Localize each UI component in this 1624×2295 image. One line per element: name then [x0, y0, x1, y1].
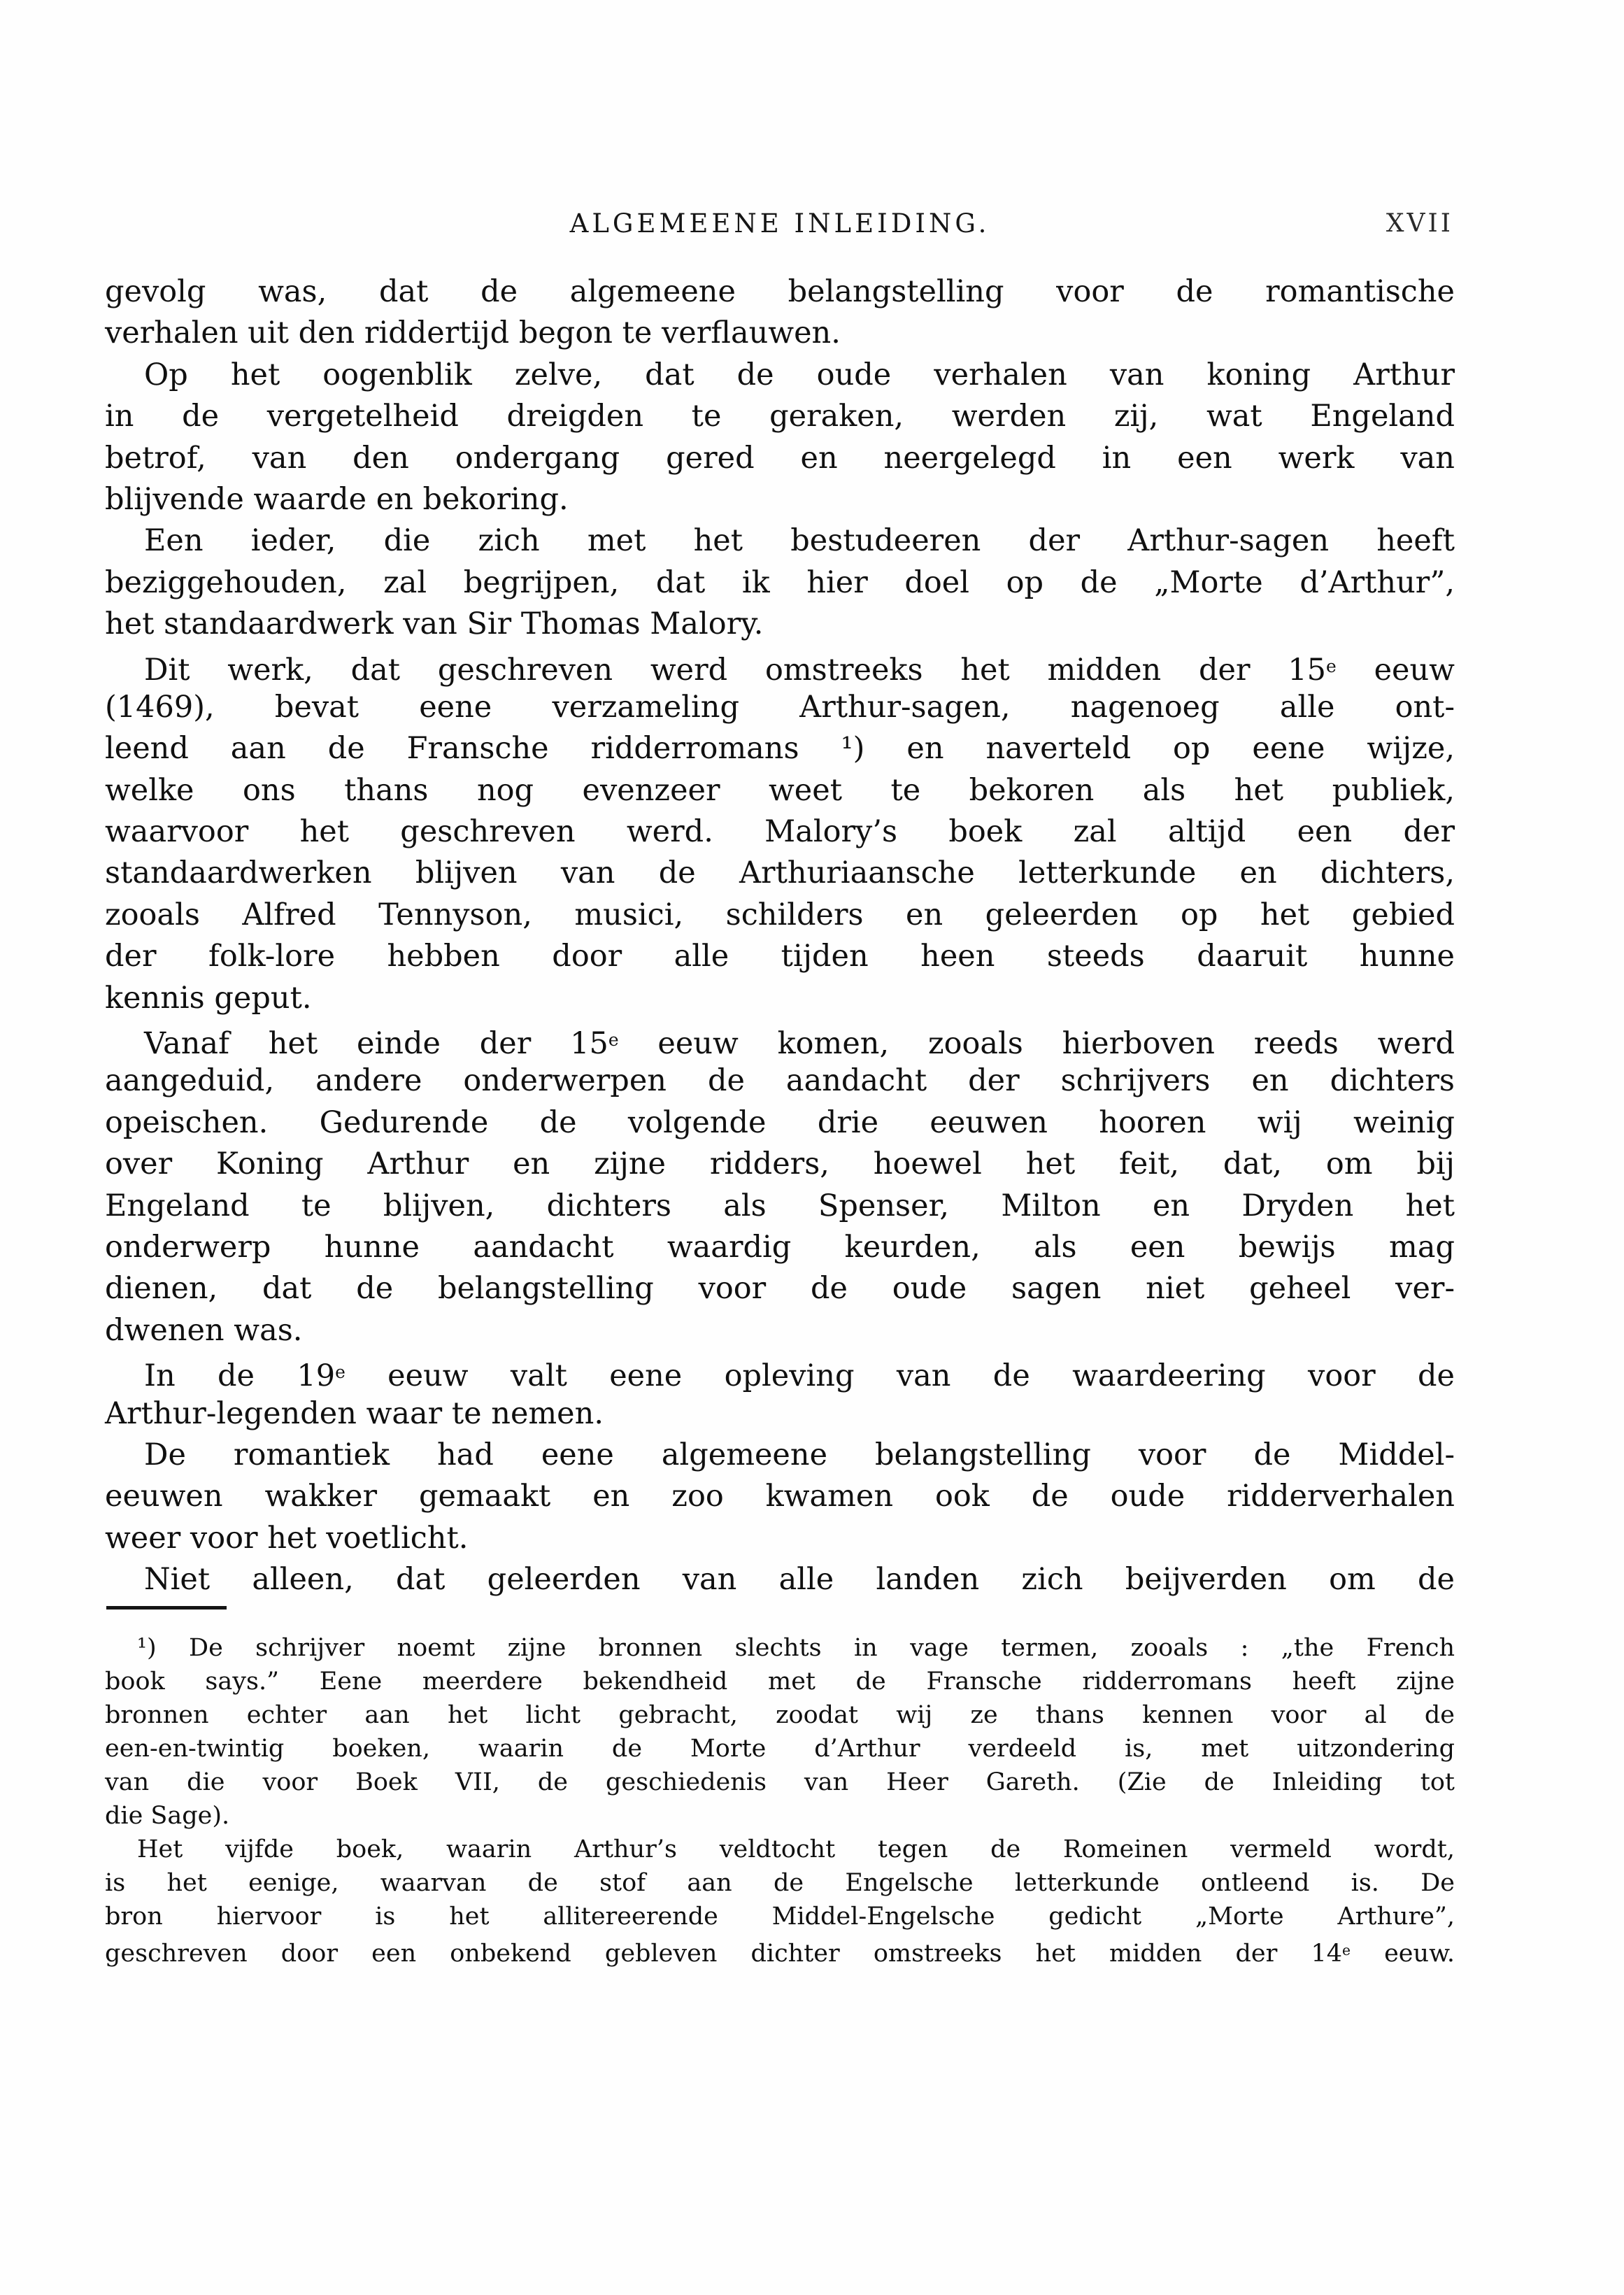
text-segment: geschreven door een onbekend gebleven dichter omstreeks het midden der 14 — [105, 1940, 1342, 1968]
superscript: e — [1341, 1942, 1351, 1959]
text-line: betrof, van den ondergang gered en neergelegd in een werk van — [105, 440, 1455, 476]
text-line: verhalen uit den riddertijd begon te verflauwen. — [105, 315, 841, 351]
text-segment: Vanaf het einde der 15 — [144, 1026, 608, 1062]
superscript: e — [335, 1362, 346, 1383]
text-line — [105, 1019, 1455, 1060]
footnote-line: bronnen echter aan het licht gebracht, zoodat wij ze thans kennen voor al de — [105, 1701, 1455, 1729]
text-line: waarvoor het geschreven werd. Malory’s boek zal altijd een der — [105, 814, 1455, 850]
text-segment: eeuw komen, zooals hierboven reeds werd — [618, 1026, 1455, 1062]
text-segment: Dit werk, dat geschreven werd omstreeks het midden der 15 — [144, 652, 1327, 688]
footnote-line — [105, 1933, 1455, 1967]
text-line: (1469), bevat eene verzameling Arthur-sagen, nagenoeg alle ont- — [105, 689, 1455, 725]
text-segment: eeuw. — [1351, 1940, 1455, 1968]
footnote-line: die Sage). — [105, 1802, 230, 1830]
text-line: kennis geput. — [105, 980, 312, 1016]
text-line: der folk-lore hebben door alle tijden heen steeds daaruit hunne — [105, 939, 1455, 974]
text-line: in de vergetelheid dreigden te geraken, werden zij, wat Engeland — [105, 399, 1455, 434]
text-line: aangeduid, andere onderwerpen de aandacht der schrijvers en dichters — [105, 1063, 1455, 1099]
footnote-line: een-en-twintig boeken, waarin de Morte d’Arthur verdeeld is, met uitzondering — [105, 1735, 1455, 1763]
text-line: standaardwerken blijven van de Arthuriaansche letterkunde en dichters, — [105, 855, 1455, 891]
page-number: XVII — [1386, 209, 1453, 238]
text-line: Engeland te blijven, dichters als Spenser, Milton en Dryden het — [105, 1188, 1455, 1223]
text-line: leend aan de Fransche ridderromans ¹) en naverteld op eene wijze, — [105, 731, 1455, 767]
text-line: over Koning Arthur en zijne ridders, hoewel het feit, dat, om bij — [105, 1146, 1455, 1182]
footnote-line: ¹) De schrijver noemt zijne bronnen slechts in vage termen, zooals : „the French — [137, 1634, 1455, 1662]
text-line: onderwerp hunne aandacht waardig keurden, als een bewijs mag — [105, 1229, 1455, 1265]
page-title: ALGEMEENE INLEIDING. — [569, 208, 990, 239]
text-line: zooals Alfred Tennyson, musici, schilders en geleerden op het gebied — [105, 897, 1455, 932]
footnote-line: book says.” Eene meerdere bekendheid met de Fransche ridderromans heeft zijne — [105, 1668, 1455, 1696]
text-line: gevolg was, dat de algemeene belangstelling voor de romantische — [105, 274, 1455, 309]
text-line: beziggehouden, zal begrijpen, dat ik hier doel op de „Morte d’Arthur”, — [105, 564, 1455, 600]
footnote-line: is het eenige, waarvan de stof aan de Engelsche letterkunde ontleend is. De — [105, 1869, 1455, 1897]
superscript: e — [1326, 655, 1337, 676]
footnote — [105, 1631, 1455, 1967]
text-segment: eeuw valt eene opleving van de waardeering voor de — [345, 1358, 1455, 1394]
footnote-line: bron hiervoor is het allitereerende Middel-Engelsche gedicht „Morte Arthure”, — [105, 1903, 1455, 1931]
text-segment: In de 19 — [144, 1358, 336, 1394]
footnote-separator — [106, 1606, 227, 1610]
text-line: De romantiek had eene algemeene belangstelling voor de Middel- — [144, 1437, 1455, 1472]
text-line: dwenen was. — [105, 1312, 303, 1348]
text-line: opeischen. Gedurende de volgende drie eeuwen hooren wij weinig — [105, 1104, 1455, 1140]
text-line: het standaardwerk van Sir Thomas Malory. — [105, 606, 764, 642]
superscript: e — [608, 1030, 619, 1051]
text-line: Arthur-legenden waar te nemen. — [105, 1395, 604, 1431]
page-header — [105, 208, 1455, 245]
text-line: dienen, dat de belangstelling voor de oude sagen niet geheel ver- — [105, 1271, 1455, 1307]
text-line — [105, 1351, 1455, 1393]
text-segment: eeuw — [1336, 652, 1455, 688]
text-line: Op het oogenblik zelve, dat de oude verhalen van koning Arthur — [144, 357, 1455, 392]
footnote-line: Het vijfde boek, waarin Arthur’s veldtocht tegen de Romeinen vermeld wordt, — [137, 1835, 1455, 1863]
text-line: eeuwen wakker gemaakt en zoo kwamen ook de oude ridderverhalen — [105, 1479, 1455, 1514]
text-line: blijvende waarde en bekoring. — [105, 481, 569, 517]
text-line: Niet alleen, dat geleerden van alle landen zich beijverden om de — [144, 1562, 1455, 1598]
text-line: welke ons thans nog evenzeer weet te bekoren als het publiek, — [105, 772, 1455, 808]
footnote-line: van die voor Boek VII, de geschiedenis van Heer Gareth. (Zie de Inleiding tot — [105, 1768, 1455, 1796]
text-line — [105, 646, 1455, 687]
text-line: Een ieder, die zich met het bestudeeren der Arthur-sagen heeft — [144, 523, 1455, 559]
text-line: weer voor het voetlicht. — [105, 1520, 469, 1556]
body-text — [105, 271, 1455, 1601]
